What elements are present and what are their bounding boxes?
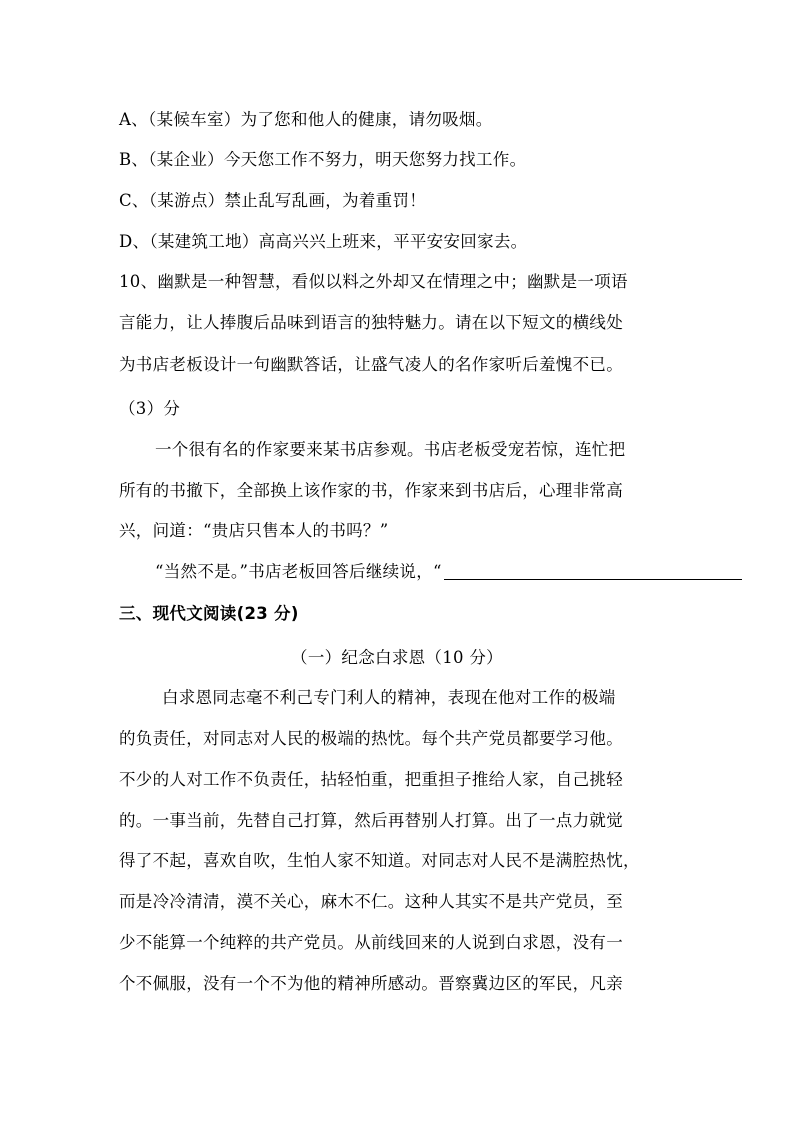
story-line1: 一个很有名的作家要来某书店参观。书店老板受宠若惊，连忙把 [155,440,626,459]
question10-line3: 为书店老板设计一句幽默答话，让盛气凌人的名作家听后羞愧不已。 [119,355,623,374]
paragraph-line6: 而是冷冷清清，漠不关心，麻木不仁。这种人其实不是共产党员，至 [119,892,623,911]
story-line3: 兴，问道：“贵店只售本人的书吗？” [119,521,389,540]
paragraph-line3: 不少的人对工作不负责任，拈轻怕重，把重担子推给人家，自己挑轻 [119,770,623,789]
option-c: C、（某游点）禁止乱写乱画，为着重罚！ [119,191,427,210]
question10-line1: 10、幽默是一种智慧，看似以料之外却又在情理之中；幽默是一项语 [119,272,628,291]
question10-line2: 言能力，让人捧腹后品味到语言的独特魅力。请在以下短文的横线处 [119,313,623,332]
option-b: B、（某企业）今天您工作不努力，明天您努力找工作。 [119,150,527,169]
paragraph-line2: 的负责任，对同志对人民的极端的热忱。每个共产党员都要学习他。 [119,729,623,748]
story-line4 [155,562,794,582]
paragraph-line1: 白求恩同志毫不利己专门利人的精神，表现在他对工作的极端 [162,688,616,707]
section-subtitle: （一）纪念白求恩（10 分） [291,648,503,667]
question10-score: （3）分 [119,399,181,418]
paragraph-line4: 的。一事当前，先替自己打算，然后再替别人打算。出了一点力就觉 [119,811,623,830]
paragraph-line8: 个不佩服，没有一个不为他的精神所感动。晋察冀边区的军民，凡亲 [119,974,623,993]
section-title: 三、现代文阅读(23 分) [119,604,299,623]
story-line4-text: “当然不是。”书店老板回答后继续说，“ [155,562,442,581]
option-d: D、（某建筑工地）高高兴兴上班来，平平安安回家去。 [119,232,528,251]
story-line2: 所有的书撤下，全部换上该作家的书，作家来到书店后，心理非常高 [119,481,623,500]
answer-blank[interactable] [444,579,742,580]
paragraph-line7: 少不能算一个纯粹的共产党员。从前线回来的人说到白求恩，没有一 [119,933,623,952]
option-a: A、（某候车室）为了您和他人的健康，请勿吸烟。 [119,110,493,129]
paragraph-line5: 得了不起，喜欢自吹，生怕人家不知道。对同志对人民不是满腔热忱， [119,851,640,870]
